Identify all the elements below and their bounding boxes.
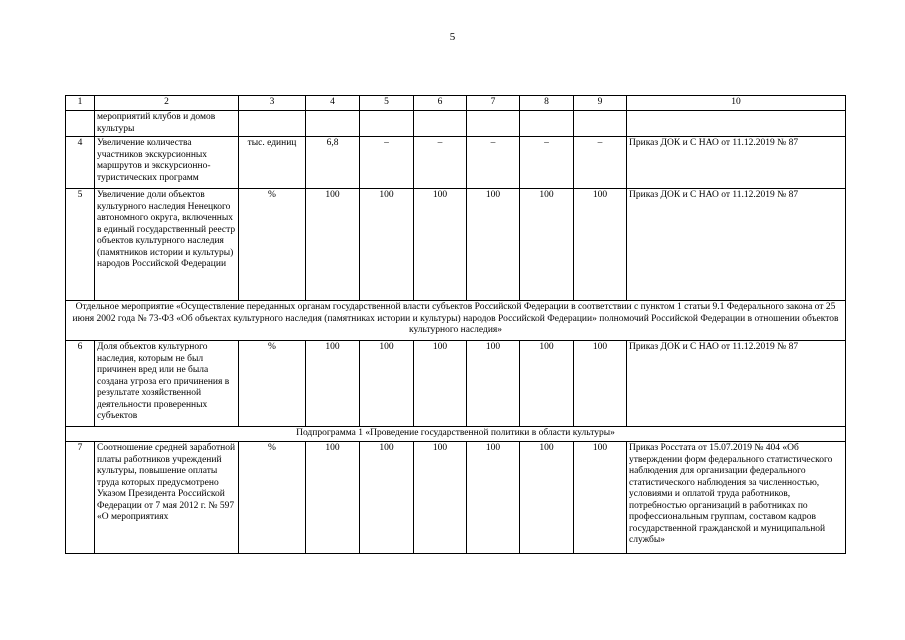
value-cell <box>520 111 574 137</box>
value-cell: 100 <box>574 442 627 554</box>
value-cell: 100 <box>360 442 414 554</box>
indicators-table <box>65 95 846 554</box>
column-header: 3 <box>239 96 306 111</box>
source-cell: Приказ ДОК и С НАО от 11.12.2019 № 87 <box>627 341 846 427</box>
table-row <box>66 341 846 427</box>
table-row <box>66 111 846 137</box>
source-cell <box>627 111 846 137</box>
row-number-cell: 6 <box>66 341 95 427</box>
subprogram-heading: Подпрограмма 1 «Проведение государственной политики в области культуры» <box>66 427 846 442</box>
section-row <box>66 301 846 341</box>
column-number-row <box>66 96 846 111</box>
value-cell: – <box>520 137 574 189</box>
table-row <box>66 137 846 189</box>
value-cell: 6,8 <box>306 137 360 189</box>
column-header: 7 <box>467 96 520 111</box>
value-cell: 100 <box>306 189 360 301</box>
value-cell: 100 <box>520 189 574 301</box>
column-header: 5 <box>360 96 414 111</box>
value-cell: 100 <box>414 341 467 427</box>
value-cell <box>414 111 467 137</box>
column-header: 1 <box>66 96 95 111</box>
value-cell: 100 <box>467 341 520 427</box>
page-number: 5 <box>449 31 456 43</box>
unit-cell <box>239 111 306 137</box>
value-cell: 100 <box>467 442 520 554</box>
indicator-name-cell: Доля объектов культурного наследия, которым не был причинен вред или не была создана угроза его причинения в результате хозяйственной деятельности проверенных субъектов <box>95 341 239 427</box>
indicator-name-cell: Увеличение количества участников экскурсионных маршрутов и экскурсионно-туристических программ <box>95 137 239 189</box>
unit-cell: % <box>239 189 306 301</box>
column-header: 9 <box>574 96 627 111</box>
source-cell: Приказ ДОК и С НАО от 11.12.2019 № 87 <box>627 137 846 189</box>
indicator-name-cell: Соотношение средней заработной платы работников учреждений культуры, повышение оплаты труда которых предусмотрено Указом Президента Российской Федерации от 7 мая 2012 г. № 597 «О мероприятиях <box>95 442 239 554</box>
row-number-cell: 4 <box>66 137 95 189</box>
source-cell: Приказ Росстата от 15.07.2019 № 404 «Об утверждении форм федерального статистического наблюдения для организации федерального статистического наблюдения за численностью, условиями и оплатой труда работников, потребностью организаций в работниках по профессиональным группам, составом кадров государственной гражданской и муниципальной службы» <box>627 442 846 554</box>
value-cell <box>467 111 520 137</box>
source-cell: Приказ ДОК и С НАО от 11.12.2019 № 87 <box>627 189 846 301</box>
column-header: 4 <box>306 96 360 111</box>
value-cell: 100 <box>306 341 360 427</box>
value-cell: 100 <box>574 189 627 301</box>
value-cell: 100 <box>414 442 467 554</box>
column-header: 10 <box>627 96 846 111</box>
value-cell: 100 <box>574 341 627 427</box>
unit-cell: тыс. единиц <box>239 137 306 189</box>
value-cell: 100 <box>414 189 467 301</box>
table-row <box>66 442 846 554</box>
value-cell: 100 <box>306 442 360 554</box>
value-cell: 100 <box>467 189 520 301</box>
section-row <box>66 427 846 442</box>
value-cell: 100 <box>360 341 414 427</box>
column-header: 8 <box>520 96 574 111</box>
value-cell: – <box>467 137 520 189</box>
indicator-name-cell: мероприятий клубов и домов культуры <box>95 111 239 137</box>
value-cell: 100 <box>520 442 574 554</box>
column-header: 2 <box>95 96 239 111</box>
value-cell: – <box>414 137 467 189</box>
column-header: 6 <box>414 96 467 111</box>
value-cell: 100 <box>360 189 414 301</box>
row-number-cell <box>66 111 95 137</box>
separate-event-heading: Отдельное мероприятие «Осуществление переданных органам государственной власти субъектов Российской Федерации в соответствии с пунктом 1 статьи 9.1 Федерального закона от 25 июня 2002 года № 73-ФЗ «Об объектах культурного наследия (памятниках истории и культуры) народов Российской Федерации» полномочий Российской Федерации в отношении объектов культурного наследия» <box>66 301 846 341</box>
indicator-name-cell: Увеличение доли объектов культурного наследия Ненецкого автономного округа, включенных в единый государственный реестр объектов культурного наследия (памятников истории и культуры) народов Российской Федерации <box>95 189 239 301</box>
value-cell: – <box>574 137 627 189</box>
value-cell <box>574 111 627 137</box>
unit-cell: % <box>239 442 306 554</box>
row-number-cell: 5 <box>66 189 95 301</box>
row-number-cell: 7 <box>66 442 95 554</box>
value-cell: – <box>360 137 414 189</box>
unit-cell: % <box>239 341 306 427</box>
value-cell: 100 <box>520 341 574 427</box>
value-cell <box>306 111 360 137</box>
table-row <box>66 189 846 301</box>
value-cell <box>360 111 414 137</box>
